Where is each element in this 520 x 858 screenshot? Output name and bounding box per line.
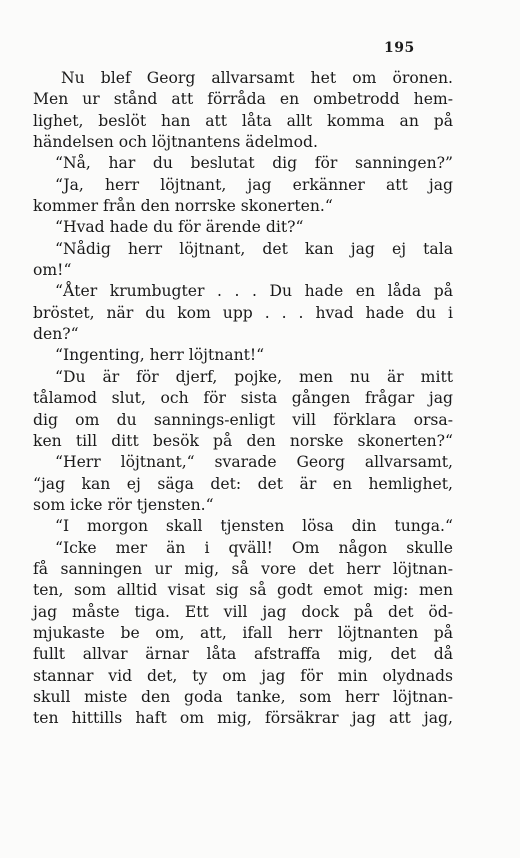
text-line: “Icke mer än i qväll! Om någon skulle <box>55 538 453 557</box>
text-line: bröstet, när du kom upp . . . hvad hade du i <box>33 303 453 322</box>
text-line: mjukaste be om, att, ifall herr löjtnanten på <box>33 623 453 642</box>
text-line: ken till ditt besök på den norske skonerten?“ <box>33 431 453 450</box>
text-line: fullt allvar ärnar låta afstraffa mig, det då <box>33 645 453 664</box>
text-line: “I morgon skall tjensten lösa din tunga.“ <box>55 517 453 536</box>
text-line: tålamod slut, och för sista gången frågar jag <box>33 389 453 408</box>
text-line: “Hvad hade du för ärende dit?“ <box>55 218 304 237</box>
text-line: “Ingenting, herr löjtnant!“ <box>55 346 265 365</box>
text-line: jag måste tiga. Ett vill jag dock på det öd- <box>33 602 453 621</box>
text-line: “Du är för djerf, pojke, men nu är mitt <box>55 367 453 386</box>
text-line: lighet, beslöt han att låta allt komma an på <box>33 111 453 130</box>
text-line: Men ur stånd att förråda en ombetrodd hem- <box>33 90 453 109</box>
text-line: stannar vid det, ty om jag för min olydnads <box>33 666 453 685</box>
text-line: om!“ <box>33 261 72 280</box>
text-line: “Herr löjtnant,“ svarade Georg allvarsamt, <box>55 453 453 472</box>
page-number: 195 <box>384 40 415 56</box>
text-line: skull miste den goda tanke, som herr löjtnan- <box>33 687 453 706</box>
text-line: “jag kan ej säga det: det är en hemlighet, <box>33 474 453 493</box>
text-line: ten hittills haft om mig, försäkrar jag att jag, <box>33 709 453 728</box>
text-line: ten, som alltid visat sig så godt emot mig: men <box>33 581 453 600</box>
text-line: “Ja, herr löjtnant, jag erkänner att jag <box>55 175 453 194</box>
text-line: “Åter krumbugter . . . Du hade en låda på <box>55 282 453 301</box>
text-line: den?“ <box>33 325 79 344</box>
text-line: dig om du sannings-enligt vill förklara orsa- <box>33 410 453 429</box>
text-line: händelsen och löjtnantens ädelmod. <box>33 133 318 152</box>
text-line: “Nå, har du beslutat dig för sanningen?” <box>55 154 453 173</box>
text-line: få sanningen ur mig, så vore det herr löjtnan- <box>33 559 453 578</box>
text-line: som icke rör tjensten.“ <box>33 495 214 514</box>
text-line: Nu blef Georg allvarsamt het om öronen. <box>61 69 453 87</box>
body-text <box>33 68 453 730</box>
text-line: kommer från den norrske skonerten.“ <box>33 197 333 216</box>
text-line: “Nådig herr löjtnant, det kan jag ej tala <box>55 239 453 258</box>
